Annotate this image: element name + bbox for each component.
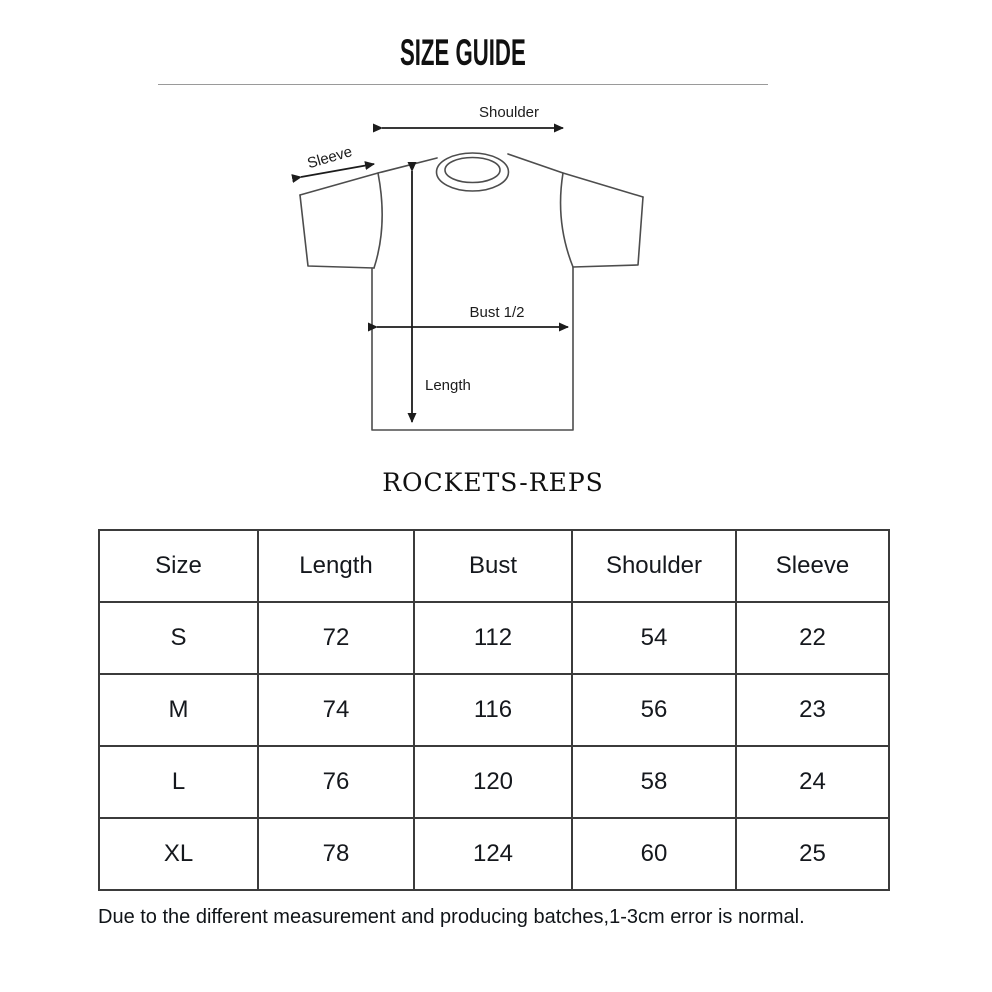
cell-size: XL	[99, 818, 258, 890]
tshirt-outline	[300, 153, 643, 430]
tshirt-body	[372, 267, 573, 430]
cell-length: 72	[258, 602, 414, 674]
column-header-sleeve: Sleeve	[736, 530, 889, 602]
column-header-length: Length	[258, 530, 414, 602]
cell-bust: 124	[414, 818, 572, 890]
length-label: Length	[425, 377, 471, 394]
column-header-bust: Bust	[414, 530, 572, 602]
cell-length: 74	[258, 674, 414, 746]
size-table-header-row	[99, 530, 889, 602]
cell-bust: 120	[414, 746, 572, 818]
tshirt-collar-outer	[437, 153, 509, 191]
tshirt-left-armhole	[374, 173, 382, 268]
cell-length: 76	[258, 746, 414, 818]
size-table	[98, 529, 890, 891]
table-row-xl	[99, 818, 889, 890]
tshirt-right-armhole	[561, 173, 573, 267]
cell-bust: 116	[414, 674, 572, 746]
cell-bust: 112	[414, 602, 572, 674]
title-divider-line	[158, 84, 768, 85]
column-header-shoulder: Shoulder	[572, 530, 736, 602]
tshirt-measurement-diagram	[140, 95, 860, 450]
cell-shoulder: 58	[572, 746, 736, 818]
bust-label: Bust 1/2	[469, 304, 525, 321]
page-title-text: SIZE GUIDE	[400, 32, 526, 73]
brand-name: ROCKETS-REPS	[382, 468, 604, 497]
cell-size: L	[99, 746, 258, 818]
cell-size: S	[99, 602, 258, 674]
sleeve-label: Sleeve	[305, 143, 355, 173]
tshirt-collar-inner	[445, 158, 500, 183]
table-row-s	[99, 602, 889, 674]
cell-size: M	[99, 674, 258, 746]
table-row-m	[99, 674, 889, 746]
cell-sleeve: 23	[736, 674, 889, 746]
cell-sleeve: 24	[736, 746, 889, 818]
column-header-size: Size	[99, 530, 258, 602]
cell-shoulder: 60	[572, 818, 736, 890]
cell-sleeve: 25	[736, 818, 889, 890]
tshirt-left-sleeve	[300, 195, 374, 268]
cell-length: 78	[258, 818, 414, 890]
shoulder-label: Shoulder	[478, 104, 540, 121]
cell-sleeve: 22	[736, 602, 889, 674]
measurement-disclaimer: Due to the different measurement and producing batches,1-3cm error is normal.	[98, 906, 805, 928]
cell-shoulder: 56	[572, 674, 736, 746]
cell-shoulder: 54	[572, 602, 736, 674]
table-row-l	[99, 746, 889, 818]
tshirt-right-sleeve	[573, 197, 643, 267]
tshirt-right-shoulder	[508, 154, 643, 197]
page-title	[158, 32, 768, 74]
